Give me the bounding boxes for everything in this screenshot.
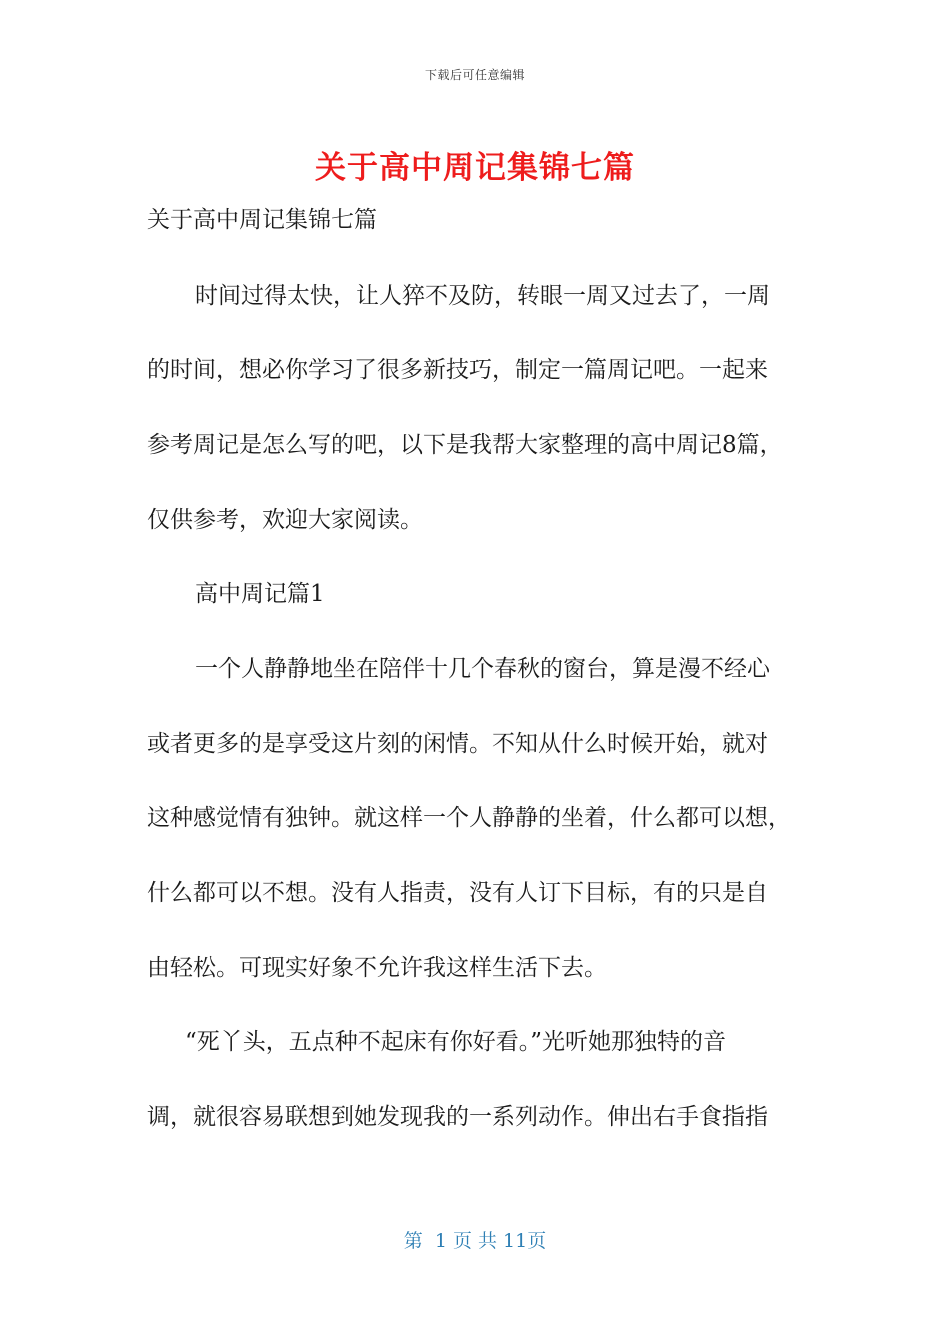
paragraph-line: 什么都可以不想。没有人指责，没有人订下目标，有的只是自 xyxy=(147,880,768,906)
paragraph-line: 参考周记是怎么写的吧，以下是我帮大家整理的高中周记8篇， xyxy=(147,432,783,458)
paragraph-line: 调，就很容易联想到她发现我的一系列动作。伸出右手食指指 xyxy=(147,1104,768,1130)
paragraph-line: 一个人静静地坐在陪伴十几个春秋的窗台，算是漫不经心 xyxy=(195,656,770,682)
section-heading: 高中周记篇1 xyxy=(195,581,325,607)
paragraph-line: 的时间，想必你学习了很多新技巧，制定一篇周记吧。一起来 xyxy=(147,357,768,383)
paragraph-line: 仅供参考，欢迎大家阅读。 xyxy=(147,507,423,533)
page-number-footer: 第 1 页 共 11页 xyxy=(403,1230,547,1252)
subtitle-line: 关于高中周记集锦七篇 xyxy=(147,207,377,233)
header-note: 下载后可任意编辑 xyxy=(424,68,525,82)
paragraph-line: 由轻松。可现实好象不允许我这样生活下去。 xyxy=(147,955,607,981)
paragraph-line: 这种感觉情有独钟。就这样一个人静静的坐着，什么都可以想， xyxy=(147,805,791,831)
paragraph-line: 时间过得太快，让人猝不及防，转眼一周又过去了，一周 xyxy=(195,283,770,309)
paragraph-line: 或者更多的是享受这片刻的闲情。不知从什么时候开始，就对 xyxy=(147,731,768,757)
paragraph-line: “死丫头，五点种不起床有你好看。”光听她那独特的音 xyxy=(185,1029,727,1055)
document-title: 关于高中周记集锦七篇 xyxy=(315,150,635,186)
